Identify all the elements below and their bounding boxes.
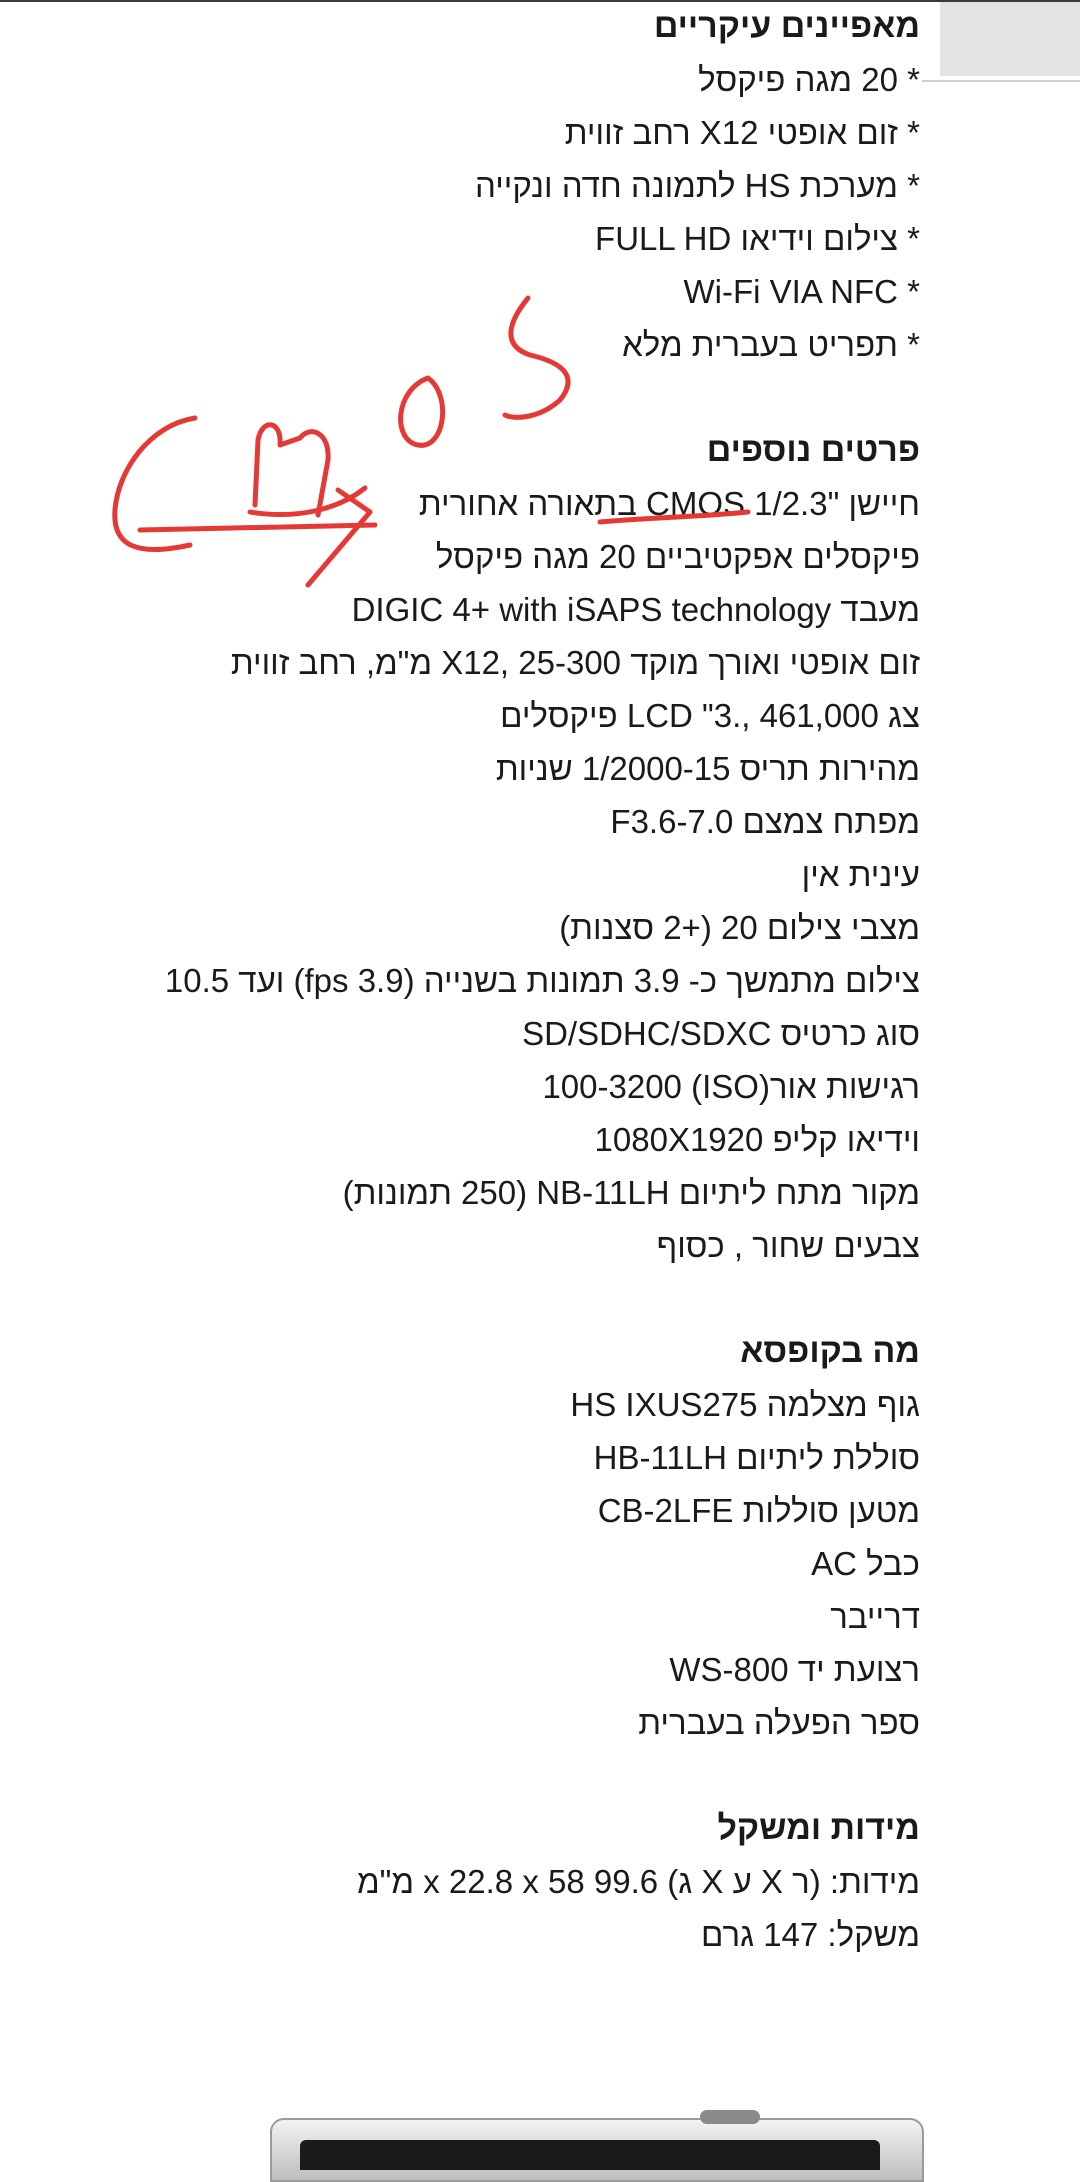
list-item: * צילום וידיאו FULL HD xyxy=(595,220,920,257)
list-item: ספר הפעלה בעברית xyxy=(638,1704,920,1741)
list-item: מידות: (ר X ע X ג) 99.6 x 22.8 x 58 מ"מ xyxy=(357,1863,920,1900)
section-title-in-the-box: מה בקופסא xyxy=(740,1332,920,1370)
list-item: סוללת ליתיום HB-11LH xyxy=(593,1439,920,1476)
list-item: * Wi-Fi VIA NFC xyxy=(683,273,920,310)
list-item: מצבי צילום 20 (+2 סצנות) xyxy=(559,909,920,946)
section-title-dimensions-weight: מידות ומשקל xyxy=(717,1809,920,1847)
list-item: * 20 מגה פיקסל xyxy=(698,61,920,98)
list-item: צג LCD "3., 461,000 פיקסלים xyxy=(500,697,920,734)
list-item: משקל: 147 גרם xyxy=(701,1916,920,1953)
list-item: * זום אופטי X12 רחב זווית xyxy=(564,114,920,151)
list-item: דרייבר xyxy=(830,1598,920,1635)
section-gap xyxy=(20,1749,920,1802)
list-item: סוג כרטיס SD/SDHC/SDXC xyxy=(522,1015,920,1052)
list-item: וידיאו קליפ 1080X1920 xyxy=(594,1121,920,1158)
list-item: פיקסלים אפקטיביים 20 מגה פיקסל xyxy=(435,538,920,575)
section-gap xyxy=(20,371,920,424)
list-item: מעבד DIGIC 4+ with iSAPS technology xyxy=(351,591,920,628)
list-item: * מערכת HS לתמונה חדה ונקייה xyxy=(474,167,920,204)
camera-screen xyxy=(300,2140,880,2170)
spec-document xyxy=(20,0,920,1961)
list-item: מטען סוללות CB-2LFE xyxy=(597,1492,920,1529)
side-divider xyxy=(922,80,1080,82)
list-item: חיישן "1/2.3 CMOS בתאורה אחורית xyxy=(418,485,920,522)
section-gap xyxy=(20,1272,920,1325)
list-item: צילום מתמשך כ- 3.9 תמונות בשנייה (fps 3.9) ועד 10.5 xyxy=(164,962,920,999)
list-item: רגישות אור(ISO) 100-3200 xyxy=(542,1068,920,1105)
list-item: מהירות תריס 1/2000-15 שניות xyxy=(495,750,920,787)
list-item: זום אופטי ואורך מוקד X12, 25-300 מ"מ, רחב זווית xyxy=(230,644,920,681)
list-item: מקור מתח ליתיום NB-11LH (250 תמונות) xyxy=(342,1174,920,1211)
list-item: מפתח צמצם F3.6-7.0 xyxy=(610,803,920,840)
list-item: רצועת יד WS-800 xyxy=(669,1651,920,1688)
camera-shutter-button xyxy=(700,2110,760,2124)
list-item: גוף מצלמה HS IXUS275 xyxy=(570,1386,920,1423)
list-item: כבל AC xyxy=(811,1545,920,1582)
section-title-main-features: מאפיינים עיקריים xyxy=(653,7,920,45)
section-title-more-details: פרטים נוספים xyxy=(706,431,920,469)
list-item: עינית אין xyxy=(801,856,920,893)
list-item: * תפריט בעברית מלא xyxy=(622,326,920,363)
list-item: צבעים שחור , כסוף xyxy=(656,1227,920,1264)
side-panel xyxy=(940,2,1080,76)
